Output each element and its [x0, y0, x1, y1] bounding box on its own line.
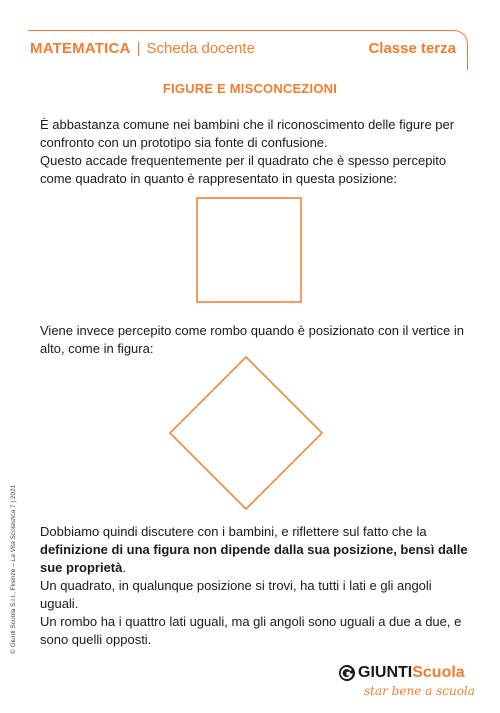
copyright-notice: [10, 485, 17, 654]
square-figure: [196, 197, 302, 303]
magazine-name: La Vita Scolastica: [10, 509, 17, 562]
intro-paragraph: [40, 116, 470, 188]
issue-number: 7 | 2021: [10, 484, 17, 510]
logo-brand: [358, 663, 465, 683]
definition-highlight: definizione di una figura non dipende dalla sua posizione, bensì dalle sue proprietà: [40, 542, 468, 575]
header-separator: |: [136, 40, 141, 57]
giunti-g-icon: [338, 664, 356, 682]
logo-tagline: star bene a scuola: [364, 684, 475, 698]
sheet-type-label: Scheda docente: [146, 40, 255, 57]
definition-end: .: [122, 560, 126, 575]
intro-line-1: È abbastanza comune nei bambini che il riconoscimento delle figure per confronto con un prototipo sia fonte di confusione.: [40, 117, 455, 150]
square-property-text: Un quadrato, in qualunque posizione si trovi, ha tutti i lati e gli angoli uguali.: [40, 578, 432, 611]
definition-start: Dobbiamo quindi discutere con i bambini, e riflettere sul fatto che la: [40, 524, 427, 539]
logo-brand-giunti: GIUNTI: [358, 664, 413, 681]
intro-line-2: Questo accade frequentemente per il quadrato che è spesso percepito come quadrato in quanto è rappresentato in questa posizione:: [40, 153, 447, 186]
subject-label: MATEMATICA: [30, 40, 131, 57]
page-title: FIGURE E MISCONCEZIONI: [162, 81, 338, 96]
rhombus-figure: [168, 355, 324, 511]
rhombus-paragraph: Viene invece percepito come rombo quando è posizionato con il vertice in alto, come in figura:: [40, 323, 464, 356]
copyright-text: © Giunti Scuola S.r.l., Firenze –: [10, 561, 17, 654]
page-header: [30, 40, 456, 57]
grade-label: Classe terza: [368, 40, 456, 57]
conclusion-paragraph: [40, 523, 470, 649]
rhombus-property-text: Un rombo ha i quattro lati uguali, ma gli angoli sono uguali a due a due, e sono quelli opposti.: [40, 614, 462, 647]
logo-brand-scuola: Scuola: [412, 664, 465, 681]
giunti-scuola-logo: [338, 663, 478, 703]
header-left: [30, 40, 255, 57]
definition-text: [40, 523, 470, 577]
